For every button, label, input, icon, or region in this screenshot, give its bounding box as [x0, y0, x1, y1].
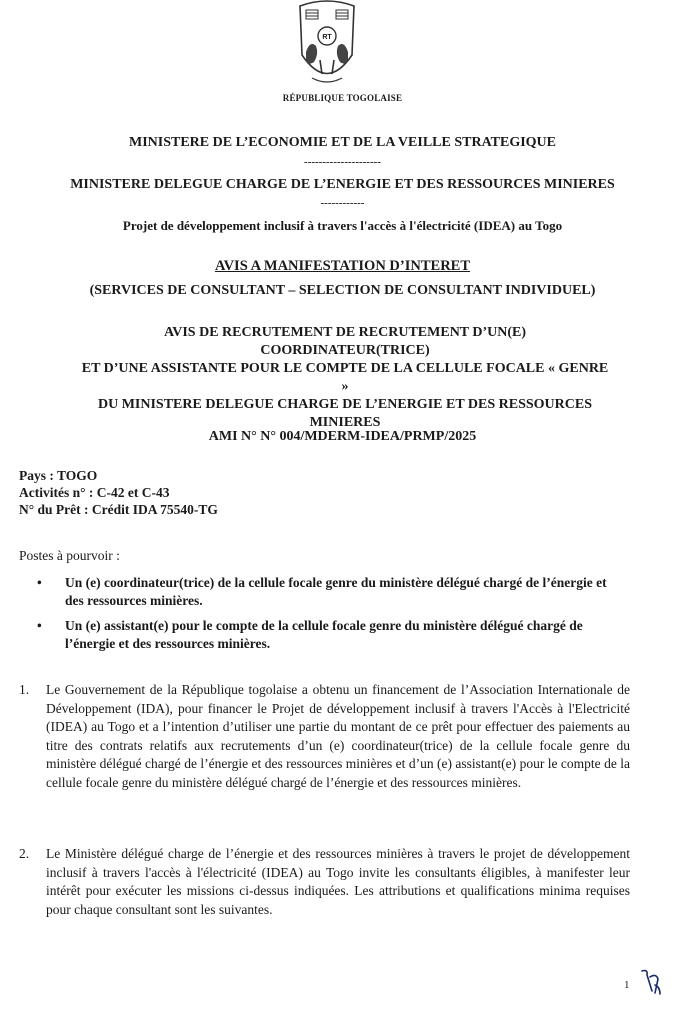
positions-label: Postes à pourvoir :	[19, 548, 120, 563]
position-item	[37, 574, 627, 610]
paragraph-1	[19, 681, 630, 792]
page-number: 1	[624, 979, 630, 991]
project-details	[19, 467, 218, 518]
ministry-energy-title: MINISTERE DELEGUE CHARGE DE L’ENERGIE ET DES RESSOURCES MINIERES	[70, 177, 615, 192]
bullet-icon: •	[37, 575, 42, 590]
separator-line: ---------------------	[304, 156, 381, 168]
recruitment-line: ET D’UNE ASSISTANTE POUR LE COMPTE DE LA CELLULE FOCALE « GENRE »	[81, 361, 609, 394]
position-text: Un (e) assistant(e) pour le compte de la cellule focale genre du ministère délégué chargé de l’énergie et des ressources minières.	[65, 618, 583, 651]
country-line: Pays : TOGO	[19, 468, 98, 483]
paragraph-text: Le Ministère délégué charge de l’énergie et des ressources minières à travers le projet de développement inclusif à travers l'accès à l'électricité (IDEA) au Togo invite les consultants éligibles, à manifester leur intérêt pour exécuter les missions ci-dessus indiquées. Les attributions et qualifications minima requises pour chaque consultant sont les suivantes.	[46, 846, 630, 917]
paragraph-2	[19, 845, 630, 919]
project-title: Projet de développement inclusif à travers l'accès à l'électricité (IDEA) au Togo	[122, 218, 563, 233]
bullet-icon: •	[37, 618, 42, 633]
ami-number: AMI N° N° 004/MDERM-IDEA/PRMP/2025	[208, 429, 477, 444]
activities-line: Activités n° : C-42 et C-43	[19, 485, 170, 500]
recruitment-heading	[80, 324, 610, 432]
recruitment-line: AVIS DE RECRUTEMENT DE RECRUTEMENT D’UN(E) COORDINATEUR(TRICE)	[163, 325, 527, 358]
separator-line: ------------	[320, 197, 365, 209]
coat-of-arms-emblem	[292, 0, 362, 88]
position-text: Un (e) coordinateur(trice) de la cellule focale genre du ministère délégué chargé de l’énergie et des ressources minières.	[65, 575, 607, 608]
paragraph-text: Le Gouvernement de la République togolaise a obtenu un financement de l’Association Internationale de Développement (IDA), pour financer le Projet de développement inclusif à travers l'Accès à l'Electricité (IDEA) au Togo et a l’intention d’utiliser une partie du montant de ce prêt pour effectuer des paiements au titre des contrats relatifs aux recrutements d’un (e) coordinateur(trice) de la cellule focale genre du ministère délégué chargé de l’énergie et des ressources minières et d’un (e) assistant(e) pour le compte de la cellule focale genre du ministère délégué chargé de l’énergie et des ressources minières.	[46, 682, 630, 790]
handwritten-initial-icon	[638, 967, 664, 997]
notice-subtitle: (SERVICES DE CONSULTANT – SELECTION DE CONSULTANT INDIVIDUEL)	[89, 283, 596, 298]
republic-name: RÉPUBLIQUE TOGOLAISE	[282, 93, 403, 103]
position-item	[37, 617, 627, 653]
ministry-economy-title: MINISTERE DE L’ECONOMIE ET DE LA VEILLE STRATEGIQUE	[129, 135, 556, 150]
recruitment-line: MINIERES	[309, 415, 381, 430]
emblem-monogram: RT	[322, 34, 332, 41]
recruitment-line: DU MINISTERE DELEGUE CHARGE DE L’ENERGIE ET DES RESSOURCES	[97, 397, 593, 412]
paragraph-number: 1.	[19, 682, 30, 697]
loan-number-line: N° du Prêt : Crédit IDA 75540-TG	[19, 502, 218, 517]
paragraph-number: 2.	[19, 846, 30, 861]
notice-title: AVIS A MANIFESTATION D’INTERET	[214, 258, 471, 274]
